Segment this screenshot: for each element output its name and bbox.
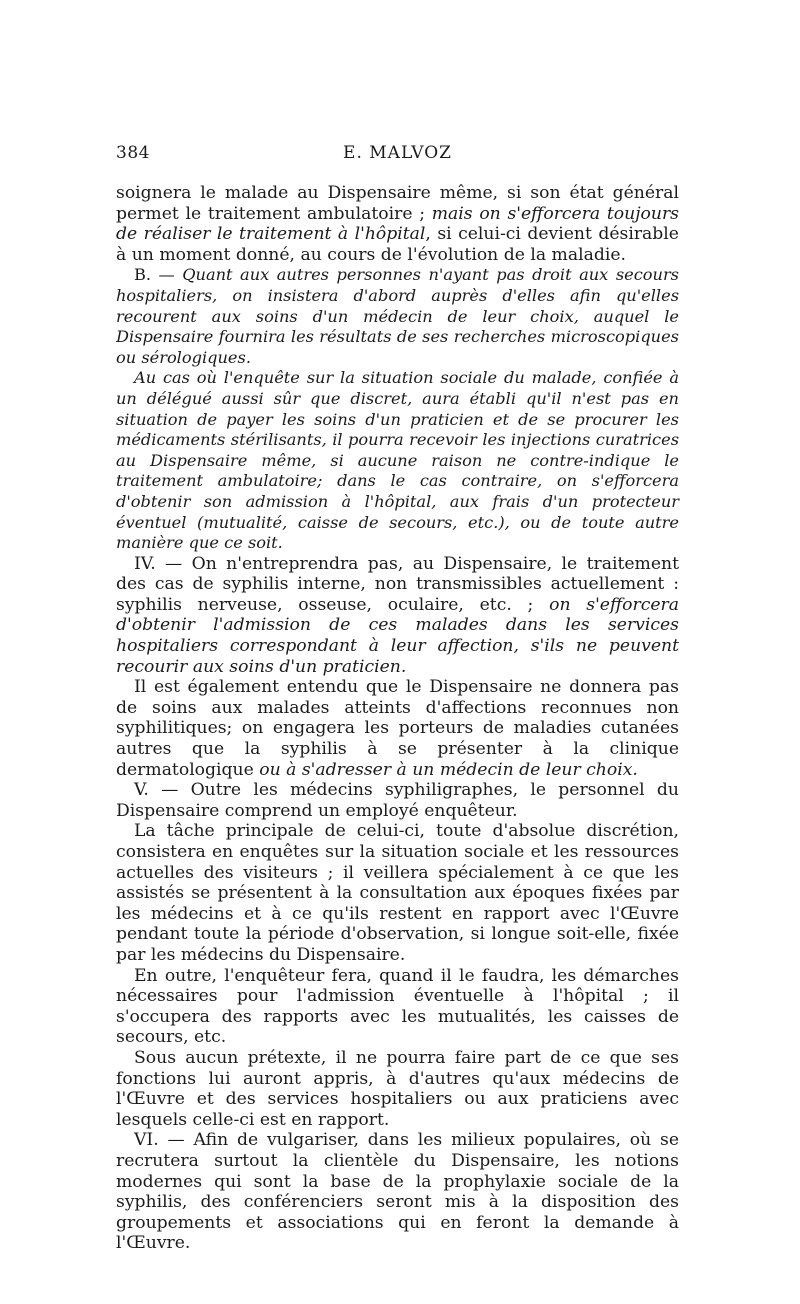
paragraph bbox=[116, 780, 679, 821]
text-run: , si celui-ci devient désirable à un moment donné, au cours de l'évolution de la maladie. bbox=[116, 224, 679, 265]
page-body bbox=[116, 183, 679, 1254]
italic-text: Au cas où l'enquête sur la situation sociale du malade, confiée à un délégué aussi sûr que discret, aura établi qu'il n'est pas en situation de payer les soins d'un praticien et de se procurer les médicaments stérilisants, il pourra recevoir les injections curatrices au Dispensaire même, si aucune raison ne contre-indique le traitement ambulatoire; dans le cas contraire, on s'efforcera d'obtenir son admission à l'hôpital, aux frais d'un protecteur éventuel (mutualité, caisse de secours, etc.), ou de toute autre manière que ce soit. bbox=[116, 368, 679, 553]
paragraph bbox=[116, 265, 679, 368]
italic-text: mais on s'efforcera toujours de réaliser le traitement à l'hôpital bbox=[116, 203, 680, 245]
italic-text: ou à s'adresser à un médecin de leur choix. bbox=[259, 759, 638, 780]
paragraph bbox=[116, 677, 679, 780]
paragraph bbox=[116, 821, 679, 965]
text-run: soignera le malade au Dispensaire même, si son état général permet le traitement ambulatoire ; bbox=[116, 183, 679, 224]
page-number: 384 bbox=[116, 143, 150, 163]
paragraph bbox=[116, 966, 679, 1048]
text-run: Sous aucun prétexte, il ne pourra faire part de ce que ses fonctions lui auront appris, à d'autres qu'aux médecins de l'Œuvre et des services hospitaliers ou aux praticiens avec lesquels celle-ci est en rapport. bbox=[116, 1047, 679, 1130]
paragraph bbox=[116, 554, 679, 678]
page-header bbox=[116, 143, 679, 169]
paragraph bbox=[116, 1130, 679, 1254]
italic-text: Quant aux autres personnes n'ayant pas droit aux secours hospitaliers, on insistera d'abord auprès d'elles afin qu'elles recourent aux soins d'un médecin de leur choix, auquel le Dispensaire fournira les résultats de ses recherches microscopiques ou sérologiques. bbox=[116, 265, 679, 367]
text-run: La tâche principale de celui-ci, toute d'absolue discrétion, consistera en enquêtes sur la situation sociale et les ressources actuelles des visiteurs ; il veillera spécialement à ce que les assistés se présentent à la consultation aux époques fixées par les médecins et à ce qu'ils restent en rapport avec l'Œuvre pendant toute la période d'observation, si longue soit-elle, fixée par les médecins du Dispensaire. bbox=[116, 821, 679, 965]
paragraph bbox=[116, 368, 679, 553]
paragraph bbox=[116, 183, 679, 265]
text-run: En outre, l'enquêteur fera, quand il le faudra, les démarches nécessaires pour l'admission éventuelle à l'hôpital ; il s'occupera des rapports avec les mutualités, les caisses de secours, etc. bbox=[116, 965, 679, 1048]
text-run: B. — bbox=[134, 265, 183, 285]
text-run: VI. — Afin de vulgariser, dans les milieux populaires, où se recrutera surtout la clientèle du Dispensaire, les notions modernes qui sont la base de la prophylaxie sociale de la syphilis, des conférenciers seront mis à la disposition des groupements et associations qui en feront la demande à l'Œuvre. bbox=[116, 1130, 679, 1254]
italic-text: on s'efforcera d'obtenir l'admission de ces malades dans les services hospitaliers correspondant à leur affection, s'ils ne peuvent recourir aux soins d'un praticien. bbox=[116, 594, 679, 677]
book-page bbox=[116, 143, 679, 1254]
running-head: E. MALVOZ bbox=[343, 143, 452, 163]
paragraph bbox=[116, 1048, 679, 1130]
text-run: IV. — On n'entreprendra pas, au Dispensaire, le traitement des cas de syphilis interne, non transmissibles actuellement : syphilis nerveuse, osseuse, oculaire, etc. ; bbox=[116, 553, 679, 615]
text-run: V. — Outre les médecins syphiligraphes, le personnel du Dispensaire comprend un employé enquêteur. bbox=[116, 780, 679, 821]
text-run: Il est également entendu que le Dispensaire ne donnera pas de soins aux malades atteints d'affections reconnues non syphilitiques; on engagera les porteurs de maladies cutanées autres que la syphilis à se présenter à la clinique dermatologique bbox=[116, 677, 679, 780]
